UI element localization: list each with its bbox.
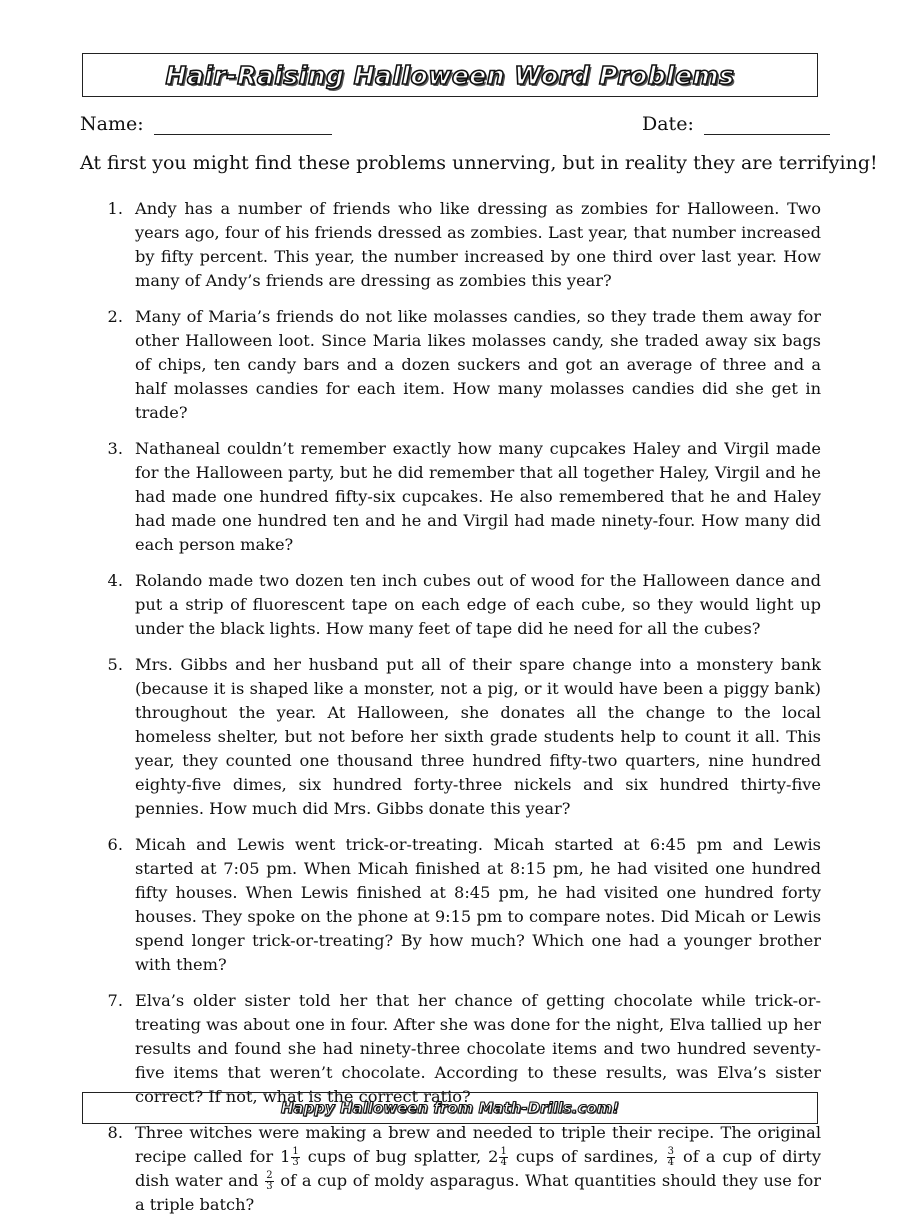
problem-text: Nathaneal couldn’t remember exactly how many cupcakes Haley and Virgil made for the Halloween party, but he did remember that all together Haley, Virgil and he had made one hundred fifty-six cupcakes. He also remembered that he and Haley had made one hundred ten and he and Virgil had made ninety-four. How many did each person make?: [135, 439, 821, 554]
problem-number: 1.: [107, 199, 123, 218]
problem-item: [95, 989, 821, 1109]
name-field: [80, 110, 332, 135]
problem-item: [95, 1121, 821, 1217]
problem-item: [95, 653, 821, 821]
date-line[interactable]: [704, 110, 830, 135]
problem-text-part: of a cup of moldy asparagus. What quantities should they use for a triple batch?: [135, 1171, 822, 1214]
fraction-denominator: 4: [500, 1157, 507, 1168]
footer-text: Happy Halloween from Math-Drills.com!: [280, 1099, 620, 1117]
name-label: Name:: [80, 113, 144, 135]
problem-number: 5.: [107, 655, 123, 674]
fraction-denominator: 3: [292, 1157, 299, 1168]
fraction-numerator: 2: [266, 1170, 273, 1181]
problem-text: Elva’s older sister told her that her chance of getting chocolate while trick-or-treating was about one in four. After she was done for the night, Elva tallied up her results and found she had ninety-three chocolate items and two hundred seventy-five items that weren’t chocolate. According to these results, was Elva’s sister correct? If not, what is the correct ratio?: [135, 991, 821, 1106]
problem-text-part: of a cup of dirty dish water and: [135, 1147, 821, 1190]
problem-text: Andy has a number of friends who like dressing as zombies for Halloween. Two years ago, four of his friends dressed as zombies. Last year, that number increased by fifty percent. This year, the number increased by one third over last year. How many of Andy’s friends are dressing as zombies this year?: [135, 199, 821, 290]
fraction-denominator: 4: [667, 1157, 674, 1168]
problem-text: [135, 1121, 821, 1217]
date-field: [642, 110, 830, 135]
problem-text-part: cups of bug splatter, 2: [300, 1147, 499, 1166]
problem-number: 8.: [107, 1123, 123, 1142]
title-box: [82, 53, 818, 97]
problem-item: [95, 833, 821, 977]
fraction-numerator: 1: [292, 1146, 299, 1157]
fraction: [265, 1171, 273, 1192]
problem-text: Micah and Lewis went trick-or-treating. Micah started at 6:45 pm and Lewis started at 7:05 pm. When Micah finished at 8:15 pm, he had visited one hundred fifty houses. When Lewis finished at 8:45 pm, he had visited one hundred forty houses. They spoke on the phone at 9:15 pm to compare notes. Did Micah or Lewis spend longer trick-or-treating? By how much? Which one had a younger brother with them?: [135, 835, 821, 974]
intro-text: At first you might find these problems unnerving, but in reality they are terrifying!: [80, 152, 878, 174]
problem-text-part: cups of sardines,: [508, 1147, 666, 1166]
fraction-denominator: 3: [266, 1181, 273, 1192]
problem-number: 2.: [107, 307, 123, 326]
problem-text: Mrs. Gibbs and her husband put all of their spare change into a monstery bank (because it is shaped like a monster, not a pig, or it would have been a piggy bank) throughout the year. At Halloween, she donates all the change to the local homeless shelter, but not before her sixth grade students help to count it all. This year, they counted one thousand three hundred fifty-two quarters, nine hundred eighty-five dimes, six hundred forty-three nickels and six hundred thirty-five pennies. How much did Mrs. Gibbs donate this year?: [135, 655, 821, 818]
problem-list: [95, 197, 821, 1229]
problem-number: 6.: [107, 835, 123, 854]
problem-text: Many of Maria’s friends do not like molasses candies, so they trade them away for other Halloween loot. Since Maria likes molasses candy, she traded away six bags of chips, ten candy bars and a dozen suckers and got an average of three and a half molasses candies for each item. How many molasses candies did she get in trade?: [135, 307, 821, 422]
worksheet-title: Hair-Raising Halloween Word Problems: [165, 60, 735, 90]
problem-item: [95, 437, 821, 557]
fraction-numerator: 3: [667, 1146, 674, 1157]
problem-number: 3.: [107, 439, 123, 458]
problem-item: [95, 305, 821, 425]
date-label: Date:: [642, 113, 694, 135]
problem-item: [95, 569, 821, 641]
problem-text: Rolando made two dozen ten inch cubes out of wood for the Halloween dance and put a strip of fluorescent tape on each edge of each cube, so they would light up under the black lights. How many feet of tape did he need for all the cubes?: [135, 571, 821, 638]
problem-number: 4.: [107, 571, 123, 590]
problem-number: 7.: [107, 991, 123, 1010]
footer-box: [82, 1092, 818, 1124]
problem-text-part: Three witches were making a brew and needed to triple their recipe. The original recipe called for 1: [135, 1123, 821, 1166]
fraction-numerator: 1: [500, 1146, 507, 1157]
name-line[interactable]: [154, 110, 332, 135]
problem-item: [95, 197, 821, 293]
